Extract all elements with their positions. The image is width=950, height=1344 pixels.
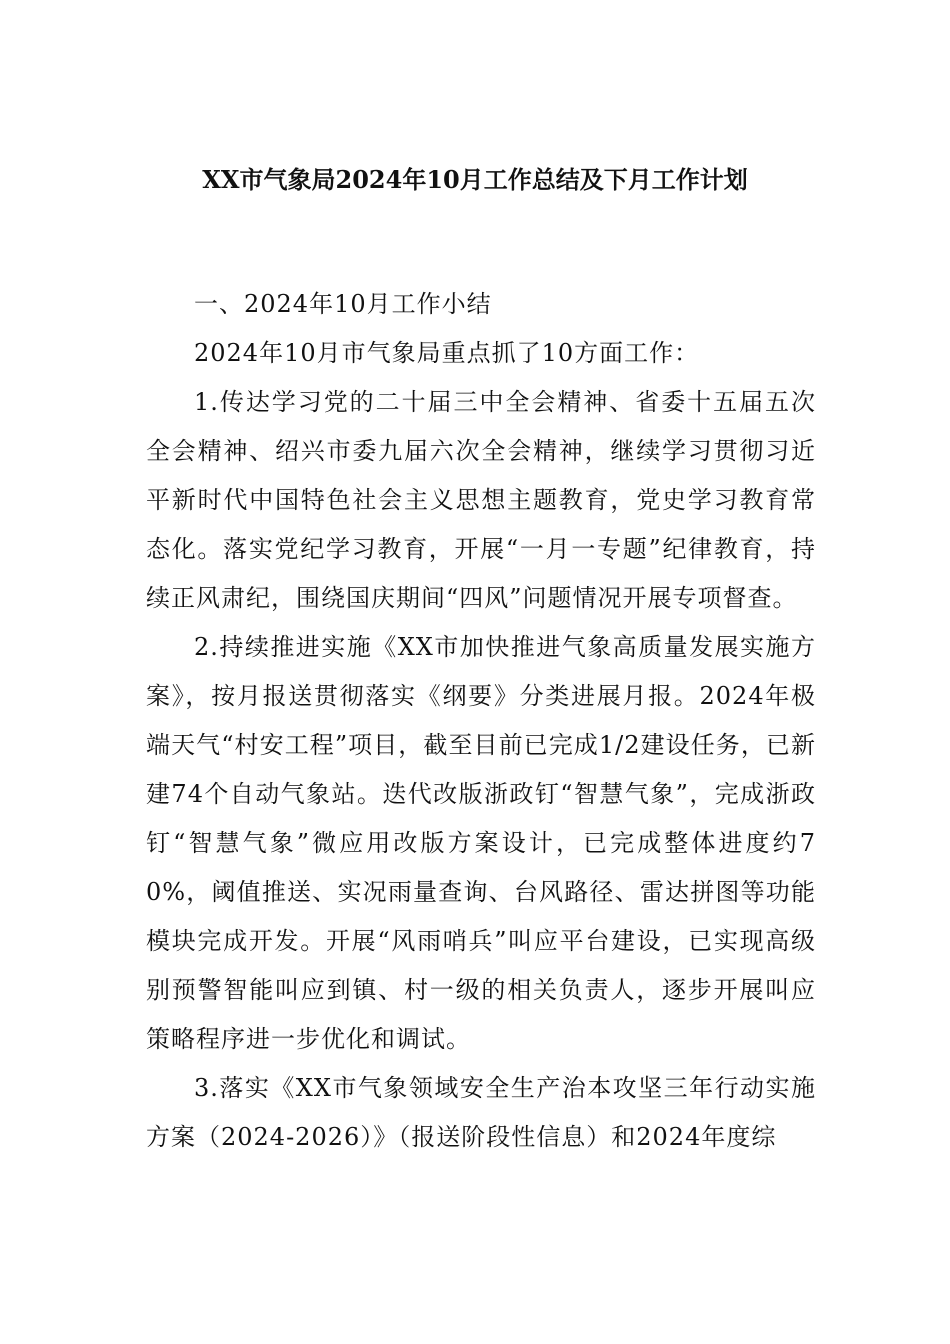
intro-paragraph: 2024年10月市气象局重点抓了10方面工作： bbox=[194, 339, 700, 367]
document-title: XX市气象局2024年10月工作总结及下月工作计划 bbox=[202, 165, 748, 194]
section-heading: 一、2024年10月工作小结 bbox=[194, 290, 492, 318]
paragraph-item-2: 2.持续推进实施《XX市加快推进气象高质量发展实施方案》，按月报送贯彻落实《纲要》分类进展月报。2024年极端天气“村安工程”项目，截至目前已完成1/2建设任务，已新建74个自动气象站。迭代改版浙政钉“智慧气象”，完成浙政钉“智慧气象”微应用改版方案设计，已完成整体进度约70%，阈值推送、实况雨量查询、台风路径、雷达拼图等功能模块完成开发。开展“风雨哨兵”叫应平台建设，已实现高级别预警智能叫应到镇、村一级的相关负责人，逐步开展叫应策略程序进一步优化和调试。 bbox=[146, 633, 816, 1053]
paragraph-item-3: 3.落实《XX市气象领域安全生产治本攻坚三年行动实施方案（2024-2026）》（报送阶段性信息）和2024年度综 bbox=[146, 1074, 816, 1151]
paragraph-item-1: 1.传达学习党的二十届三中全会精神、省委十五届五次全会精神、绍兴市委九届六次全会精神，继续学习贯彻习近平新时代中国特色社会主义思想主题教育，党史学习教育常态化。落实党纪学习教育，开展“一月一专题”纪律教育，持续正风肃纪，围绕国庆期间“四风”问题情况开展专项督查。 bbox=[146, 388, 816, 612]
document-body bbox=[146, 280, 816, 1162]
